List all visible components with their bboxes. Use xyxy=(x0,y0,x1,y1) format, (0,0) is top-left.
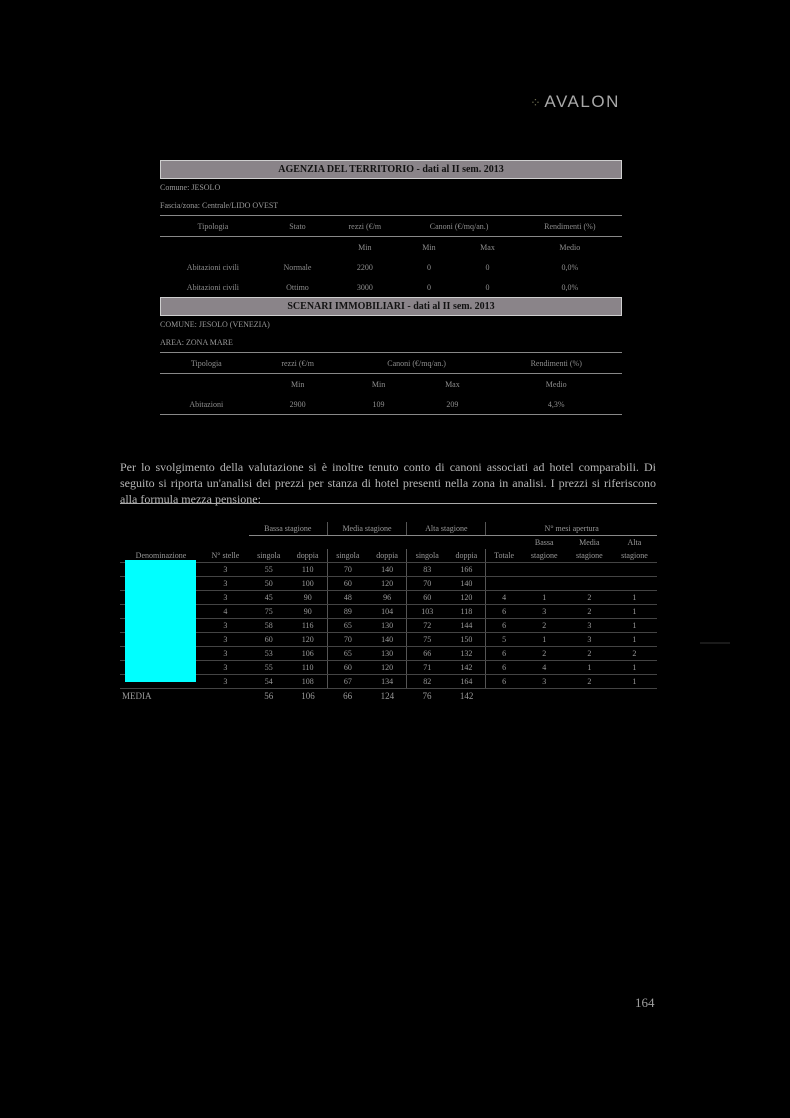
cell: 3 xyxy=(522,675,567,689)
cell: 3 xyxy=(202,563,249,577)
body-paragraph: Per lo svolgimento della valutazione si è inoltre tenuto conto di canoni associati ad hotel comparabili. Di seguito si riporta un'analisi dei prezzi per stanza di hotel presenti nella zona in analisi. I prezzi si riferiscono alla formula mezza pensione: xyxy=(120,460,656,506)
cell: 132 xyxy=(447,647,486,661)
cell: 3000 xyxy=(329,277,400,298)
cell: 106 xyxy=(301,690,315,701)
scenari-immobiliari-section xyxy=(160,297,622,415)
cell: 140 xyxy=(368,563,407,577)
cell xyxy=(567,563,612,577)
cell: Normale xyxy=(283,262,312,272)
faint-mark xyxy=(700,642,730,644)
cell: 4,3% xyxy=(490,394,622,415)
scenari-area: AREA: ZONA MARE xyxy=(160,338,233,347)
cell: 3 xyxy=(202,647,249,661)
cell: 0 xyxy=(457,277,517,298)
cell: 2 xyxy=(522,647,567,661)
cell: 142 xyxy=(459,690,474,701)
cell: 3 xyxy=(202,577,249,591)
cell: Ottimo xyxy=(266,277,329,298)
group-bassa: Bassa stagione xyxy=(249,522,327,536)
header-cell: Tipologia xyxy=(160,216,266,237)
table-row xyxy=(120,605,657,619)
subheader-cell: Min xyxy=(371,379,386,389)
header-cell: doppia xyxy=(289,549,328,563)
cell: 0 xyxy=(426,262,431,272)
brand-name: AVALON xyxy=(544,92,620,111)
header-cell: Rendimenti (%) xyxy=(490,353,622,374)
cell: 54 xyxy=(249,675,289,689)
scenari-table xyxy=(160,352,622,415)
header-cell: singola xyxy=(249,549,289,563)
cell: 1 xyxy=(567,661,612,675)
cell: 82 xyxy=(407,675,448,689)
cell: 108 xyxy=(289,675,328,689)
mesi-sub-alta: Alta xyxy=(627,538,642,547)
agenzia-territorio-section xyxy=(160,160,622,298)
table-row xyxy=(160,394,622,415)
group-header-row xyxy=(120,522,657,536)
cell: 120 xyxy=(289,633,328,647)
cell: 166 xyxy=(447,563,486,577)
cell: 109 xyxy=(343,394,415,415)
subheader-cell xyxy=(160,374,253,395)
cell: 110 xyxy=(289,563,328,577)
cell: Abitazioni civili xyxy=(160,277,266,298)
table-row xyxy=(160,277,622,298)
cell: 164 xyxy=(447,675,486,689)
cell xyxy=(486,563,522,577)
cell: 60 xyxy=(407,591,448,605)
cell: 53 xyxy=(249,647,289,661)
cell: 60 xyxy=(249,633,289,647)
cell: 100 xyxy=(289,577,328,591)
cell: 103 xyxy=(407,605,448,619)
cell xyxy=(202,689,249,703)
table-header-row xyxy=(160,216,622,237)
cell: 120 xyxy=(368,577,407,591)
agenzia-comune: Comune: JESOLO xyxy=(160,183,221,192)
cell xyxy=(486,577,522,591)
cell: 116 xyxy=(289,619,328,633)
cell: 134 xyxy=(368,675,407,689)
cell: 2 xyxy=(612,647,657,661)
cell: 4 xyxy=(486,591,522,605)
cell: 6 xyxy=(486,675,522,689)
header-cell: Canoni (€/mq/an.) xyxy=(401,216,518,237)
cell: 0 xyxy=(485,262,490,272)
cell: 3 xyxy=(522,605,567,619)
header-cell: doppia xyxy=(447,549,486,563)
subheader-cell xyxy=(160,237,266,258)
cell: 1 xyxy=(612,605,657,619)
cell: 2 xyxy=(567,675,612,689)
header-cell: Stato xyxy=(266,216,329,237)
cell: 2 xyxy=(567,591,612,605)
cell: 3 xyxy=(567,619,612,633)
cell: 58 xyxy=(249,619,289,633)
table-subheader-row xyxy=(160,374,622,395)
cell: 3 xyxy=(567,633,612,647)
scenari-title: SCENARI IMMOBILIARI - dati al II sem. 2013 xyxy=(160,297,622,316)
table-row xyxy=(120,675,657,689)
cell: 0,0% xyxy=(518,277,622,298)
cell: 1 xyxy=(612,633,657,647)
cell: 2 xyxy=(522,619,567,633)
cell: 124 xyxy=(380,690,395,701)
cell: 1 xyxy=(522,591,567,605)
mesi-sub-media: Media xyxy=(579,538,600,547)
logo-mark-icon: ⁘ xyxy=(530,95,543,110)
cell: 48 xyxy=(327,591,368,605)
group-media: Media stagione xyxy=(327,522,406,536)
header-cell: singola xyxy=(407,549,448,563)
cell: 6 xyxy=(486,661,522,675)
cell xyxy=(612,563,657,577)
header-cell: rezzi (€/m xyxy=(253,353,343,374)
subheader-cell: Min xyxy=(290,379,305,389)
header-cell: rezzi (€/m xyxy=(329,216,400,237)
agenzia-title: AGENZIA DEL TERRITORIO - dati al II sem. 2013 xyxy=(160,160,622,179)
table-row xyxy=(120,577,657,591)
cell: 3 xyxy=(202,619,249,633)
cell: 70 xyxy=(327,563,368,577)
subheader-cell xyxy=(266,237,329,258)
agenzia-table xyxy=(160,215,622,298)
cell: 2200 xyxy=(356,262,373,272)
page-number: 164 xyxy=(635,995,655,1010)
cell: 118 xyxy=(447,605,486,619)
cell xyxy=(522,563,567,577)
cell: 55 xyxy=(249,661,289,675)
cell: 4 xyxy=(202,605,249,619)
cell: 104 xyxy=(368,605,407,619)
cell: 5 xyxy=(486,633,522,647)
cell: 130 xyxy=(368,647,407,661)
table-row xyxy=(120,661,657,675)
cell: 110 xyxy=(289,661,328,675)
cell: 3 xyxy=(202,633,249,647)
cell: 66 xyxy=(343,690,353,701)
cell: 71 xyxy=(407,661,448,675)
divider xyxy=(120,503,657,522)
column-header-row xyxy=(120,549,657,563)
table-header-row xyxy=(160,353,622,374)
table-row xyxy=(120,647,657,661)
cell: 6 xyxy=(486,619,522,633)
table-subheader-row xyxy=(160,237,622,258)
cell: 2900 xyxy=(253,394,343,415)
cell: 120 xyxy=(447,591,486,605)
header-cell: Rendimenti (%) xyxy=(518,216,622,237)
header-cell: Canoni (€/mq/an.) xyxy=(343,353,491,374)
cell xyxy=(612,577,657,591)
cell: 140 xyxy=(447,577,486,591)
header-cell: doppia xyxy=(368,549,407,563)
cell: 6 xyxy=(486,647,522,661)
cell: 75 xyxy=(249,605,289,619)
brand-logo xyxy=(530,92,620,112)
cell: 2 xyxy=(567,647,612,661)
cell xyxy=(567,577,612,591)
cell: 60 xyxy=(327,577,368,591)
cell: Abitazioni xyxy=(160,394,253,415)
cell: 0,0% xyxy=(561,262,579,272)
cell: 50 xyxy=(249,577,289,591)
header-cell: stagione xyxy=(612,549,657,563)
subheader-cell: Max xyxy=(445,379,460,389)
subheader-cell: Min xyxy=(422,242,436,252)
cell: 140 xyxy=(368,633,407,647)
cell: 90 xyxy=(289,605,328,619)
cell: 60 xyxy=(327,661,368,675)
cell: 72 xyxy=(407,619,448,633)
cell: 120 xyxy=(368,661,407,675)
cell: 1 xyxy=(612,619,657,633)
cell: 90 xyxy=(289,591,328,605)
cell xyxy=(522,577,567,591)
header-cell: stagione xyxy=(567,549,612,563)
mesi-subheader-row xyxy=(120,536,657,550)
cell: 130 xyxy=(368,619,407,633)
cell: 6 xyxy=(486,605,522,619)
table-row xyxy=(120,563,657,577)
cell: 67 xyxy=(327,675,368,689)
group-mesi: N° mesi apertura xyxy=(486,522,657,536)
cell: 65 xyxy=(327,619,368,633)
table-row xyxy=(120,619,657,633)
cell: 65 xyxy=(327,647,368,661)
cell: 45 xyxy=(249,591,289,605)
cell: 76 xyxy=(422,690,432,701)
cell: 1 xyxy=(612,591,657,605)
cell: 56 xyxy=(264,690,274,701)
media-row xyxy=(120,689,657,703)
cell: 70 xyxy=(327,633,368,647)
cell: 144 xyxy=(447,619,486,633)
cell: 66 xyxy=(407,647,448,661)
cell: 1 xyxy=(612,661,657,675)
redacted-names-block xyxy=(125,560,196,682)
table-row xyxy=(160,257,622,277)
header-cell: stagione xyxy=(522,549,567,563)
cell: 1 xyxy=(612,675,657,689)
cell: 89 xyxy=(327,605,368,619)
header-cell: N° stelle xyxy=(202,549,249,563)
header-cell: Tipologia xyxy=(160,353,253,374)
group-alta: Alta stagione xyxy=(407,522,486,536)
scenari-comune: COMUNE: JESOLO (VENEZIA) xyxy=(160,320,270,329)
cell: 3 xyxy=(202,591,249,605)
subheader-cell: Max xyxy=(480,242,495,252)
cell: 142 xyxy=(447,661,486,675)
cell: 83 xyxy=(407,563,448,577)
cell: 3 xyxy=(202,675,249,689)
cell: 209 xyxy=(414,394,490,415)
agenzia-fascia: Fascia/zona: Centrale/LIDO OVEST xyxy=(160,201,279,210)
header-cell: singola xyxy=(327,549,368,563)
subheader-cell: Min xyxy=(358,242,372,252)
subheader-cell: Medio xyxy=(559,242,581,252)
cell: 2 xyxy=(567,605,612,619)
table-row xyxy=(120,633,657,647)
table-row xyxy=(120,591,657,605)
cell: Abitazioni civili xyxy=(186,262,240,272)
header-cell: Totale xyxy=(486,549,522,563)
media-label: MEDIA xyxy=(122,690,152,701)
header-cell: Denominazione xyxy=(120,549,202,563)
hotel-comparables-section xyxy=(120,503,657,702)
cell: 4 xyxy=(522,661,567,675)
cell: 55 xyxy=(249,563,289,577)
cell: 70 xyxy=(407,577,448,591)
hotel-table xyxy=(120,522,657,702)
cell: 75 xyxy=(407,633,448,647)
mesi-sub-bassa: Bassa xyxy=(534,538,554,547)
cell: 0 xyxy=(401,277,458,298)
cell: 1 xyxy=(522,633,567,647)
cell: 3 xyxy=(202,661,249,675)
cell: 96 xyxy=(368,591,407,605)
cell: 150 xyxy=(447,633,486,647)
cell: 106 xyxy=(289,647,328,661)
subheader-cell: Medio xyxy=(545,379,567,389)
